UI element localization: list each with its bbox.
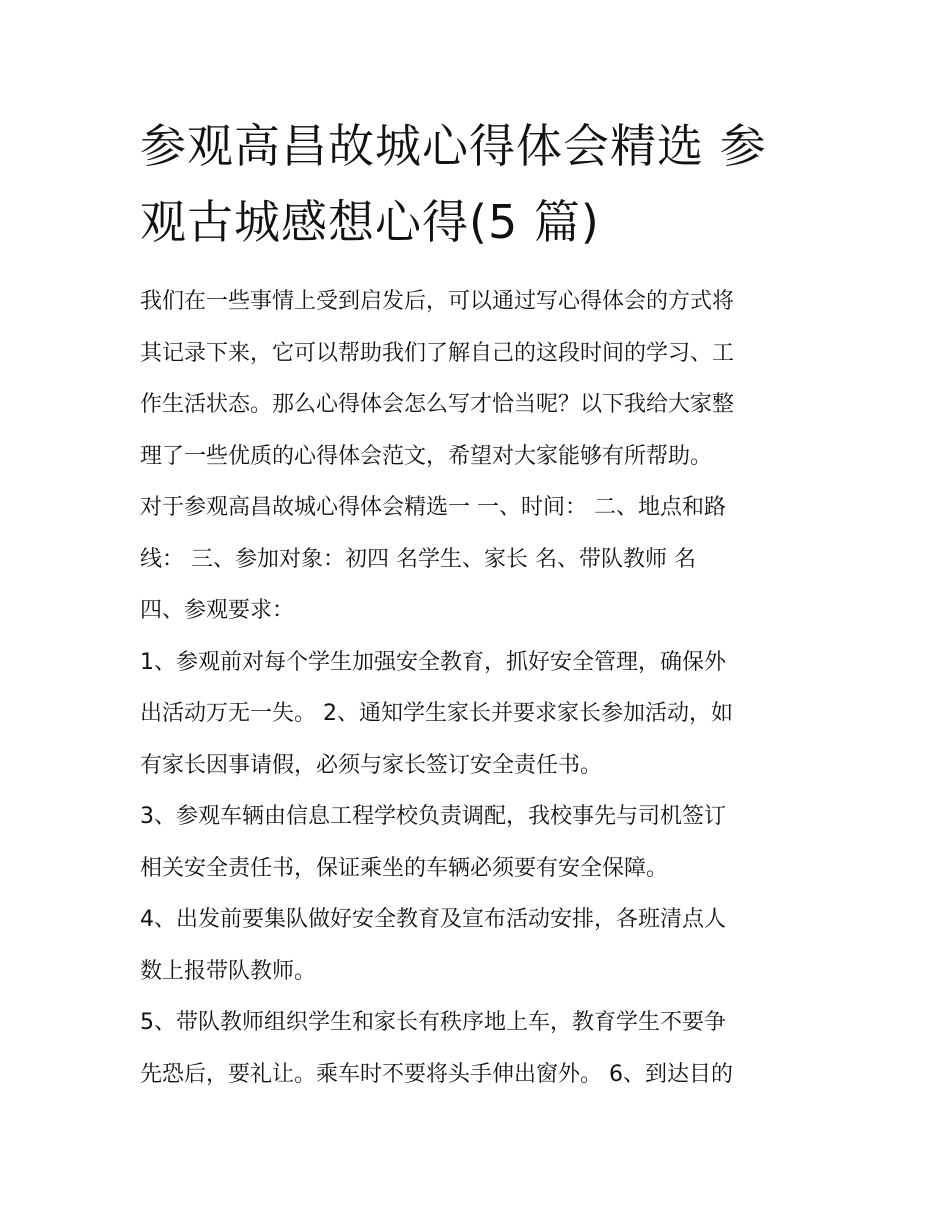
paragraph-item-3 bbox=[140, 791, 830, 894]
text-line: 4、出发前要集队做好安全教育及宣布活动安排，各班清点人 bbox=[140, 907, 726, 932]
text-line: 先恐后，要礼让。乘车时不要将头手伸出窗外。 6、到达目的 bbox=[140, 1061, 733, 1087]
text-line: 出活动万无一失。 2、通知学生家长并要求家长参加活动，如 bbox=[140, 701, 733, 726]
paragraph-item-4 bbox=[140, 894, 830, 997]
text-line: 作生活状态。那么心得体会怎么写才恰当呢？以下我给大家整 bbox=[140, 392, 735, 417]
text-line: 对于参观高昌故城心得体会精选一 一、时间： 二、地点和路 bbox=[140, 495, 726, 520]
text-line: 数上报带队教师。 bbox=[140, 958, 317, 984]
text-line: 我们在一些事情上受到启发后，可以通过写心得体会的方式将 bbox=[140, 289, 735, 314]
text-line: 四、参观要求： bbox=[140, 598, 295, 623]
text-line: 1、参观前对每个学生加强安全教育，抓好安全管理，确保外 bbox=[140, 649, 726, 675]
text-line: 线： 三、参加对象：初四 名学生、家长 名、带队教师 名 bbox=[140, 546, 696, 572]
text-line: 5、带队教师组织学生和家长有秩序地上车，教育学生不要争 bbox=[140, 1010, 726, 1035]
paragraph-item-5 bbox=[140, 997, 830, 1100]
title-line: 参观高昌故城心得体会精选 参 bbox=[140, 119, 767, 173]
text-line: 3、参观车辆由信息工程学校负责调配，我校事先与司机签订 bbox=[140, 804, 726, 829]
text-line: 其记录下来，它可以帮助我们了解自己的这段时间的学习、工 bbox=[140, 340, 735, 366]
document-body bbox=[140, 276, 830, 1100]
paragraph-overview bbox=[140, 482, 830, 637]
text-line: 理了一些优质的心得体会范文，希望对大家能够有所帮助。 bbox=[140, 443, 713, 469]
text-line: 有家长因事请假，必须与家长签订安全责任书。 bbox=[140, 752, 603, 778]
document-title bbox=[140, 108, 820, 260]
text-line: 相关安全责任书，保证乘坐的车辆必须要有安全保障。 bbox=[140, 855, 669, 881]
paragraph-intro bbox=[140, 276, 830, 482]
paragraph-item-1 bbox=[140, 637, 830, 792]
title-line: 观古城感想心得(5 篇) bbox=[140, 195, 600, 249]
